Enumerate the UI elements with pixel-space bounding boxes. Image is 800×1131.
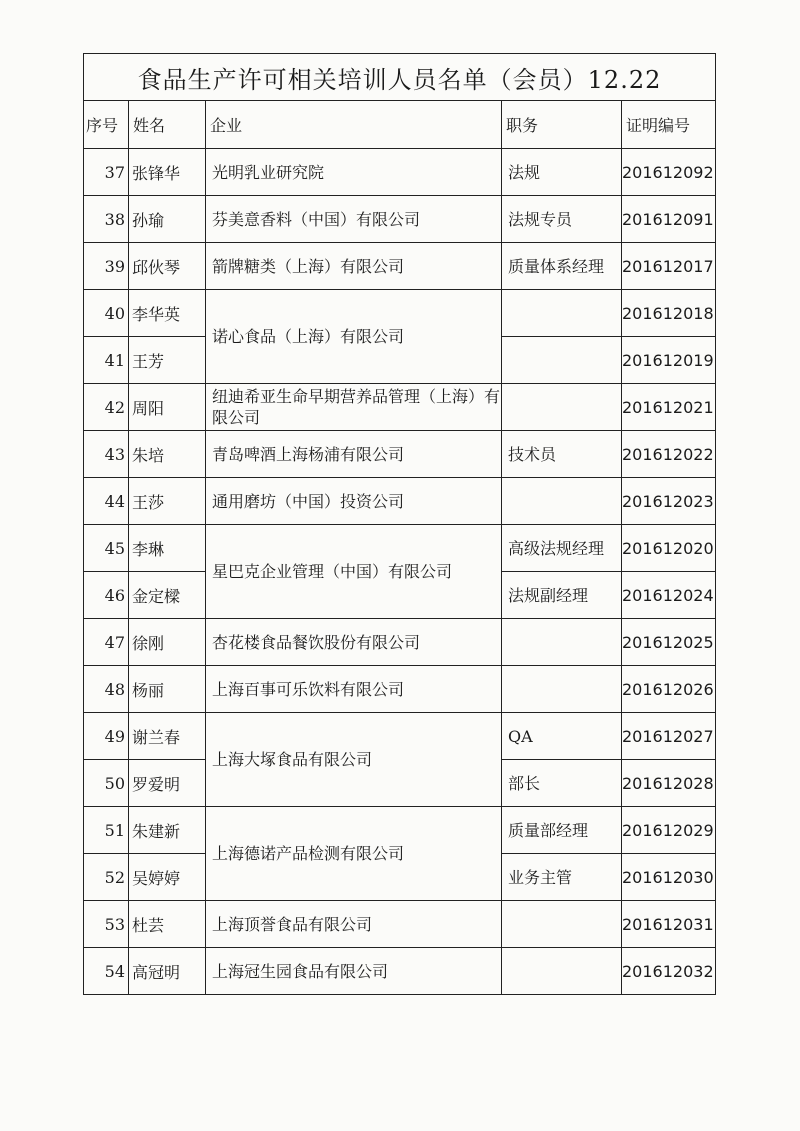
cell-name: 王芳 — [129, 337, 206, 384]
cell-role: 法规 — [502, 149, 622, 196]
header-seq: 序号 — [84, 101, 129, 149]
cell-company: 上海冠生园食品有限公司 — [206, 948, 502, 995]
cell-cert: 201612023 — [622, 478, 716, 525]
cell-name: 朱培 — [129, 431, 206, 478]
cell-cert: 201612022 — [622, 431, 716, 478]
cell-seq: 53 — [84, 901, 129, 948]
cell-company: 光明乳业研究院 — [206, 149, 502, 196]
cell-role — [502, 384, 622, 431]
table-row — [84, 478, 716, 525]
table-row — [84, 619, 716, 666]
cell-cert: 201612028 — [622, 760, 716, 807]
cell-role — [502, 948, 622, 995]
cell-role: 质量体系经理 — [502, 243, 622, 290]
table-row — [84, 149, 716, 196]
cell-company: 上海大塚食品有限公司 — [206, 713, 502, 807]
cell-role: 质量部经理 — [502, 807, 622, 854]
cell-role: 业务主管 — [502, 854, 622, 901]
cell-seq: 40 — [84, 290, 129, 337]
document-sheet — [83, 53, 715, 995]
cell-role — [502, 290, 622, 337]
cell-seq: 51 — [84, 807, 129, 854]
cell-cert: 201612031 — [622, 901, 716, 948]
header-cert: 证明编号 — [622, 101, 716, 149]
cell-name: 张锋华 — [129, 149, 206, 196]
cell-cert: 201612092 — [622, 149, 716, 196]
cell-company: 上海顶誉食品有限公司 — [206, 901, 502, 948]
cell-name: 高冠明 — [129, 948, 206, 995]
table-header — [84, 101, 716, 149]
cell-company: 箭牌糖类（上海）有限公司 — [206, 243, 502, 290]
cell-cert: 201612017 — [622, 243, 716, 290]
document-title: 食品生产许可相关培训人员名单（会员）12.22 — [84, 54, 716, 101]
table-row — [84, 384, 716, 431]
cell-role: 部长 — [502, 760, 622, 807]
cell-role — [502, 901, 622, 948]
table-row — [84, 807, 716, 854]
cell-company: 诺心食品（上海）有限公司 — [206, 290, 502, 384]
table-row — [84, 525, 716, 572]
table-row — [84, 666, 716, 713]
cell-seq: 45 — [84, 525, 129, 572]
cell-seq: 50 — [84, 760, 129, 807]
table-row — [84, 196, 716, 243]
cell-name: 孙瑜 — [129, 196, 206, 243]
cell-cert: 201612029 — [622, 807, 716, 854]
cell-seq: 48 — [84, 666, 129, 713]
cell-company: 通用磨坊（中国）投资公司 — [206, 478, 502, 525]
cell-company: 杏花楼食品餐饮股份有限公司 — [206, 619, 502, 666]
cell-name: 朱建新 — [129, 807, 206, 854]
cell-seq: 46 — [84, 572, 129, 619]
cell-name: 李华英 — [129, 290, 206, 337]
cell-company: 纽迪希亚生命早期营养品管理（上海）有限公司 — [206, 384, 502, 431]
cell-cert: 201612027 — [622, 713, 716, 760]
cell-name: 杜芸 — [129, 901, 206, 948]
cell-cert: 201612020 — [622, 525, 716, 572]
cell-seq: 47 — [84, 619, 129, 666]
header-company: 企业 — [206, 101, 502, 149]
cell-cert: 201612018 — [622, 290, 716, 337]
cell-role — [502, 478, 622, 525]
cell-seq: 37 — [84, 149, 129, 196]
cell-seq: 44 — [84, 478, 129, 525]
trainee-table — [83, 53, 716, 995]
cell-name: 金定樑 — [129, 572, 206, 619]
cell-company: 青岛啤酒上海杨浦有限公司 — [206, 431, 502, 478]
cell-role: QA — [502, 713, 622, 760]
cell-seq: 41 — [84, 337, 129, 384]
cell-cert: 201612021 — [622, 384, 716, 431]
cell-cert: 201612025 — [622, 619, 716, 666]
cell-name: 王莎 — [129, 478, 206, 525]
cell-name: 谢兰春 — [129, 713, 206, 760]
cell-seq: 38 — [84, 196, 129, 243]
table-row — [84, 243, 716, 290]
cell-cert: 201612032 — [622, 948, 716, 995]
cell-role — [502, 666, 622, 713]
cell-role: 法规副经理 — [502, 572, 622, 619]
cell-company: 上海德诺产品检测有限公司 — [206, 807, 502, 901]
cell-name: 杨丽 — [129, 666, 206, 713]
table-row — [84, 901, 716, 948]
header-name: 姓名 — [129, 101, 206, 149]
cell-company: 上海百事可乐饮料有限公司 — [206, 666, 502, 713]
cell-name: 李琳 — [129, 525, 206, 572]
cell-cert: 201612030 — [622, 854, 716, 901]
cell-name: 吴婷婷 — [129, 854, 206, 901]
table-row — [84, 431, 716, 478]
cell-cert: 201612019 — [622, 337, 716, 384]
cell-cert: 201612091 — [622, 196, 716, 243]
cell-name: 邱伙琴 — [129, 243, 206, 290]
cell-seq: 43 — [84, 431, 129, 478]
cell-name: 罗爱明 — [129, 760, 206, 807]
cell-seq: 42 — [84, 384, 129, 431]
cell-cert: 201612026 — [622, 666, 716, 713]
table-row — [84, 713, 716, 760]
cell-role: 法规专员 — [502, 196, 622, 243]
cell-role: 高级法规经理 — [502, 525, 622, 572]
cell-cert: 201612024 — [622, 572, 716, 619]
cell-company: 星巴克企业管理（中国）有限公司 — [206, 525, 502, 619]
cell-role — [502, 619, 622, 666]
cell-seq: 39 — [84, 243, 129, 290]
cell-seq: 54 — [84, 948, 129, 995]
table-row — [84, 948, 716, 995]
cell-role — [502, 337, 622, 384]
cell-seq: 52 — [84, 854, 129, 901]
cell-seq: 49 — [84, 713, 129, 760]
cell-company: 芬美意香料（中国）有限公司 — [206, 196, 502, 243]
cell-name: 周阳 — [129, 384, 206, 431]
table-row — [84, 290, 716, 337]
cell-role: 技术员 — [502, 431, 622, 478]
cell-name: 徐刚 — [129, 619, 206, 666]
header-role: 职务 — [502, 101, 622, 149]
